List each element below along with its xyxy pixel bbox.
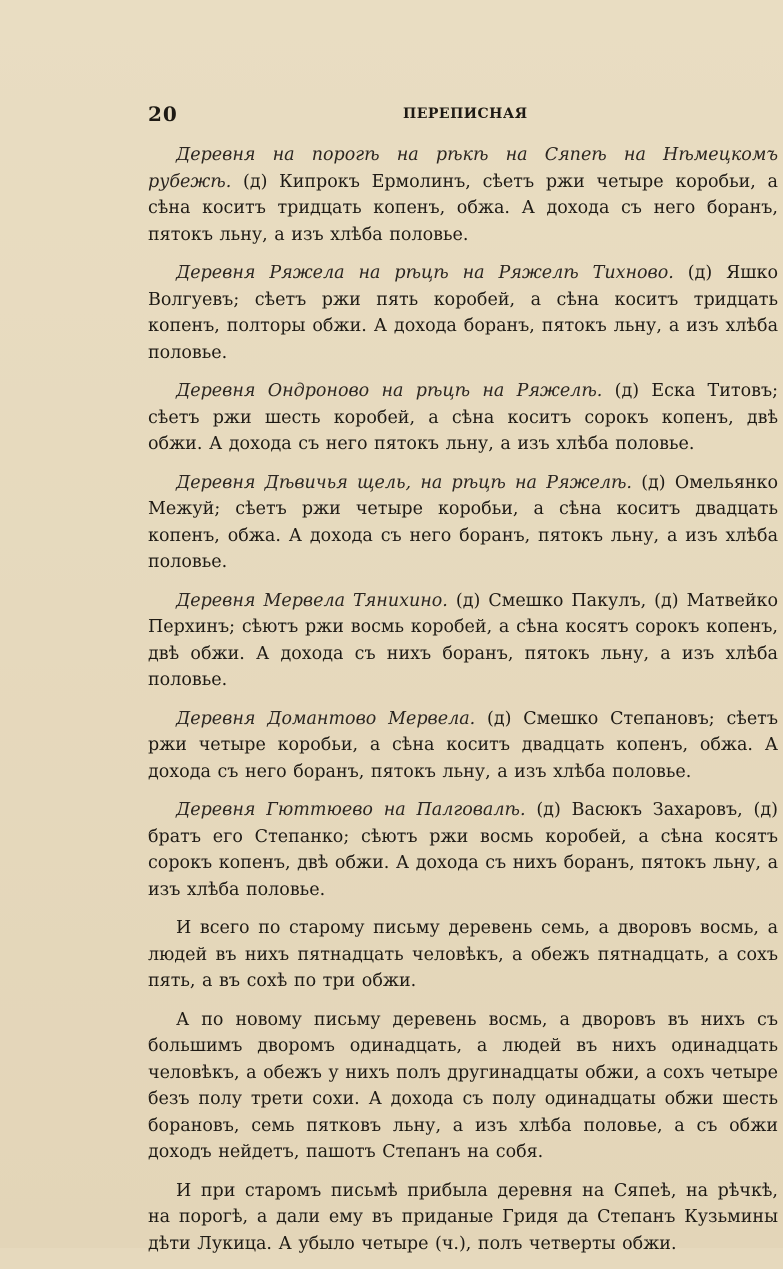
- village-entry: [148, 706, 778, 786]
- village-entry: [148, 470, 778, 576]
- page-header: [148, 100, 748, 130]
- village-name: Деревня Ряжела на рѣцѣ на Ряжелѣ Тихново.: [176, 263, 674, 283]
- village-name: Деревня Гюттюево на Палговалѣ.: [176, 800, 526, 820]
- village-description: (д) Яшко Волгуевъ; сѣетъ ржи пять коробей, а сѣна коситъ тридцать копенъ, полторы обжи. А дохода боранъ, пятокъ льну, а изъ хлѣба половье.: [148, 263, 779, 363]
- village-entry: [148, 142, 778, 248]
- village-description: (д) Смешко Пакулъ, (д) Матвейко Перхинъ; сѣютъ ржи восмь коробей, а сѣна косятъ сорокъ копенъ, двѣ обжи. А дохода съ нихъ боранъ, пятокъ льну, а изъ хлѣба половье.: [148, 590, 778, 690]
- village-name: Деревня Дѣвичья щель, на рѣцѣ на Ряжелѣ.: [176, 472, 632, 493]
- village-description: (д) Еска Титовъ; сѣетъ ржи шесть коробей, а сѣна коситъ сорокъ копенъ, двѣ обжи. А дохода съ него пятокъ льну, а изъ хлѣба половье.: [148, 381, 778, 454]
- village-entry: [148, 588, 778, 694]
- summary-old-census: И всего по старому письму деревень семь, а дворовъ восмь, а людей въ нихъ пятнадцать человѣкъ, а обежъ пятнадцать, а сохъ пять, а въ сохѣ по три обжи.: [148, 918, 778, 991]
- village-entry: [148, 797, 778, 903]
- page-number: 20: [148, 102, 178, 126]
- running-head: ПЕРЕПИСНАЯ: [403, 106, 528, 122]
- document-body: [148, 142, 778, 1269]
- village-entry: [148, 378, 778, 458]
- village-name: Деревня Ондроново на рѣцѣ на Ряжелѣ.: [176, 381, 603, 401]
- summary-new-census: А по новому письму деревень восмь, а дворовъ въ нихъ съ большимъ дворомъ одинадцать, а людей въ нихъ одинадцать человѣкъ, а обежъ у нихъ полъ другинадцаты обжи, а сохъ четыре безъ полу трети сохи. А дохода съ полу одинадцаты обжи шесть борановъ, семь пятковъ льну, а изъ хлѣба половье, а съ обжи доходъ нейдетъ, пашотъ Степанъ на собя.: [148, 1009, 778, 1162]
- village-entry: [148, 260, 778, 366]
- village-name: Деревня на порогѣ на рѣкѣ на Сяпеѣ на Нѣмецкомъ рубежѣ.: [148, 145, 778, 192]
- village-description: (д) Васюкъ Захаровъ, (д) братъ его Степанко; сѣютъ ржи восмь коробей, а сѣна косятъ сорокъ копенъ, двѣ обжи. А дохода съ нихъ боранъ, пятокъ льну, а изъ хлѣба половье.: [148, 800, 778, 900]
- summary-changes: И при старомъ письмѣ прибыла деревня на Сяпеѣ, на рѣчкѣ, на порогѣ, а дали ему въ приданые Гридя да Степанъ Кузьмины дѣти Лукица. А убыло четыре (ч.), полъ четверты обжи.: [148, 1180, 778, 1254]
- village-name: Деревня Мервела Тянихино.: [176, 590, 448, 611]
- village-name: Деревня Домантово Мервела.: [176, 708, 476, 729]
- village-description: (д) Смешко Степановъ; сѣетъ ржи четыре коробьи, а сѣна коситъ двадцать копенъ, обжа. А дохода съ него боранъ, пятокъ льну, а изъ хлѣба половье.: [148, 708, 778, 782]
- village-description: (д) Омельянко Межуй; сѣетъ ржи четыре коробьи, а сѣна коситъ двадцать копенъ, обжа. А дохода съ него боранъ, пятокъ льну, а изъ хлѣба половье.: [148, 472, 778, 572]
- village-description: (д) Кипрокъ Ермолинъ, сѣетъ ржи четыре коробьи, а сѣна коситъ тридцать копенъ, обжа. А дохода съ него боранъ, пятокъ льну, а изъ хлѣба половье.: [148, 171, 778, 245]
